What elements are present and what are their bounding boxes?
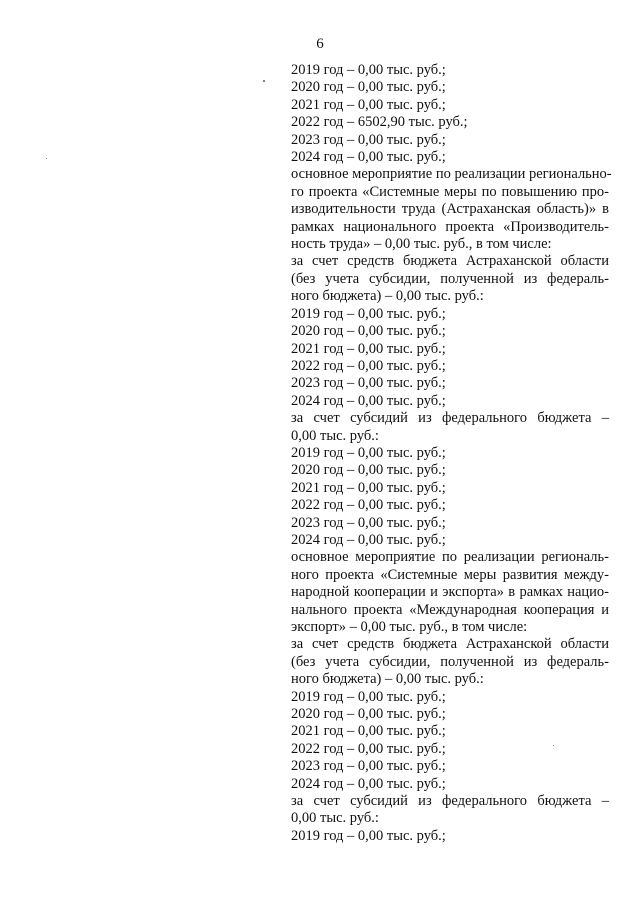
text-line: 2021 год – 0,00 тыс. руб.; [291, 96, 446, 113]
text-line: за счет средств бюджета Астраханской области [291, 636, 609, 653]
text-line: изводительности труда (Астраханская область)» в [291, 201, 609, 218]
text-line: экспорт» – 0,00 тыс. руб., в том числе: [291, 619, 528, 635]
text-line: 2021 год – 0,00 тыс. руб.; [291, 340, 446, 357]
text-line: 2019 год – 0,00 тыс. руб.; [291, 62, 446, 78]
text-line: 0,00 тыс. руб.: [291, 810, 379, 827]
text-line: 2020 год – 0,00 тыс. руб.; [291, 79, 446, 96]
text-line: 2019 год – 0,00 тыс. руб.; [291, 305, 446, 322]
scan-speck [46, 158, 47, 159]
text-line: го проекта «Системные меры по повышению про- [291, 183, 609, 200]
text-line: 2019 год – 0,00 тыс. руб.; [291, 444, 446, 461]
page-number: 6 [316, 36, 324, 52]
text-line: 2024 год – 0,00 тыс. руб.; [291, 392, 446, 409]
text-line: 2023 год – 0,00 тыс. руб.; [291, 375, 446, 392]
text-line: 2021 год – 0,00 тыс. руб.; [291, 723, 446, 740]
text-line: ного проекта «Системные меры развития между- [291, 566, 609, 583]
text-line: ного бюджета) – 0,00 тыс. руб.: [291, 288, 484, 305]
text-line: 2022 год – 6502,90 тыс. руб.; [291, 114, 468, 131]
text-line: за счет субсидий из федерального бюджета – [291, 410, 609, 427]
text-line: 0,00 тыс. руб.: [291, 427, 379, 444]
text-line: 2019 год – 0,00 тыс. руб.; [291, 688, 446, 705]
text-line: 2022 год – 0,00 тыс. руб.; [291, 497, 446, 514]
text-line: 2024 год – 0,00 тыс. руб.; [291, 775, 446, 792]
text-line: (без учета субсидии, полученной из федераль- [291, 270, 609, 287]
text-line: 2020 год – 0,00 тыс. руб.; [291, 323, 446, 340]
text-line: рамках национального проекта «Производитель- [291, 218, 609, 235]
text-line: (без учета субсидии, полученной из федераль- [291, 653, 609, 670]
document-body [291, 62, 612, 845]
text-line: народной кооперации и экспорта» в рамках нацио- [291, 584, 609, 601]
text-line: основное мероприятие по реализации регионально- [291, 166, 612, 183]
text-line: нального проекта «Международная кооперация и [291, 601, 609, 618]
text-line: ного бюджета) – 0,00 тыс. руб.: [291, 671, 484, 688]
text-line: 2022 год – 0,00 тыс. руб.; [291, 357, 446, 374]
text-line: основное мероприятие по реализации региональ- [291, 549, 609, 566]
text-line: 2023 год – 0,00 тыс. руб.; [291, 131, 446, 148]
text-line: 2023 год – 0,00 тыс. руб.; [291, 514, 446, 531]
scan-speck [263, 80, 265, 82]
scan-speck [553, 745, 554, 746]
text-line: 2021 год – 0,00 тыс. руб.; [291, 479, 446, 496]
text-line: 2022 год – 0,00 тыс. руб.; [291, 740, 446, 757]
text-line: за счет средств бюджета Астраханской области [291, 253, 609, 270]
text-line: 2020 год – 0,00 тыс. руб.; [291, 706, 446, 723]
text-line: ность труда» – 0,00 тыс. руб., в том числе: [291, 236, 552, 253]
text-line: 2020 год – 0,00 тыс. руб.; [291, 462, 446, 479]
text-line: 2023 год – 0,00 тыс. руб.; [291, 758, 446, 775]
text-line: за счет субсидий из федерального бюджета – [291, 793, 609, 810]
text-line: 2024 год – 0,00 тыс. руб.; [291, 531, 446, 548]
text-line: 2019 год – 0,00 тыс. руб.; [291, 827, 446, 844]
text-line: 2024 год – 0,00 тыс. руб.; [291, 149, 446, 166]
